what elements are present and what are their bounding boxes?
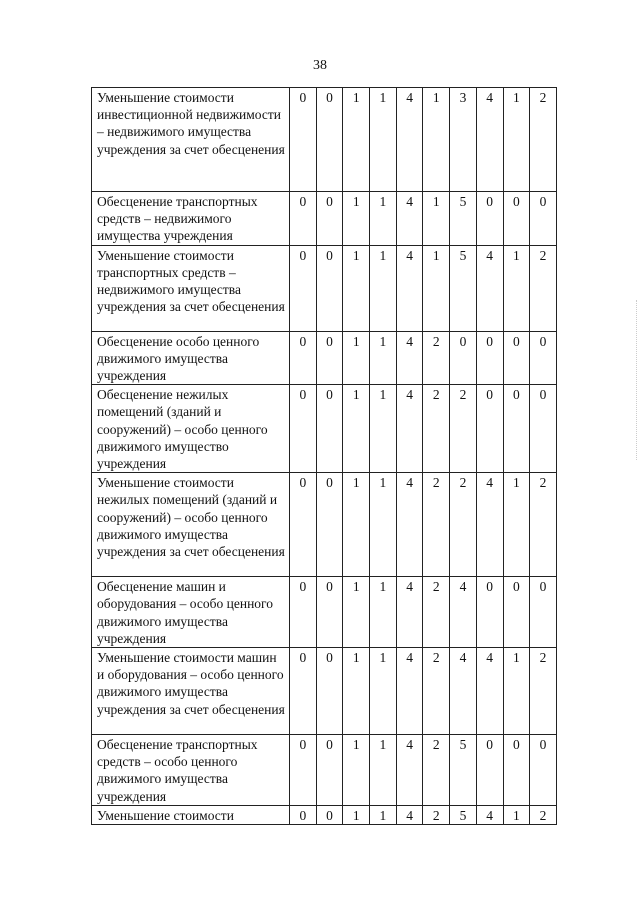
code-digit-3: 1 bbox=[343, 473, 370, 577]
code-digit-6: 2 bbox=[423, 805, 450, 824]
code-digit-7: 3 bbox=[450, 88, 477, 192]
code-digit-7: 5 bbox=[450, 805, 477, 824]
code-digit-3: 1 bbox=[343, 245, 370, 331]
code-digit-4: 1 bbox=[370, 473, 397, 577]
code-digit-10: 2 bbox=[530, 805, 557, 824]
row-description: Обесценение машин и оборудования – особо ценного движимого имущества учреждения bbox=[92, 577, 290, 648]
margin-mark bbox=[636, 300, 638, 460]
code-digit-5: 4 bbox=[396, 805, 423, 824]
code-digit-4: 1 bbox=[370, 245, 397, 331]
table-row bbox=[92, 648, 557, 735]
code-digit-9: 1 bbox=[503, 805, 530, 824]
code-digit-7: 2 bbox=[450, 385, 477, 473]
code-digit-8: 0 bbox=[476, 577, 503, 648]
code-digit-8: 4 bbox=[476, 805, 503, 824]
row-description: Обесценение нежилых помещений (зданий и сооружений) – особо ценного движимого имущество учреждения bbox=[92, 385, 290, 473]
code-digit-8: 4 bbox=[476, 473, 503, 577]
code-digit-1: 0 bbox=[290, 192, 317, 246]
code-digit-8: 0 bbox=[476, 385, 503, 473]
row-description: Обесценение особо ценного движимого имущества учреждения bbox=[92, 331, 290, 385]
code-digit-5: 4 bbox=[396, 192, 423, 246]
table-row bbox=[92, 192, 557, 246]
code-digit-9: 0 bbox=[503, 385, 530, 473]
code-digit-10: 2 bbox=[530, 245, 557, 331]
code-digit-2: 0 bbox=[316, 805, 343, 824]
table-row bbox=[92, 245, 557, 331]
code-digit-9: 0 bbox=[503, 192, 530, 246]
code-digit-8: 4 bbox=[476, 648, 503, 735]
code-digit-3: 1 bbox=[343, 385, 370, 473]
code-digit-3: 1 bbox=[343, 805, 370, 824]
code-digit-10: 2 bbox=[530, 648, 557, 735]
code-digit-9: 1 bbox=[503, 245, 530, 331]
code-digit-9: 1 bbox=[503, 88, 530, 192]
table-row bbox=[92, 805, 557, 824]
code-digit-9: 0 bbox=[503, 331, 530, 385]
code-digit-2: 0 bbox=[316, 385, 343, 473]
code-digit-8: 4 bbox=[476, 88, 503, 192]
code-digit-5: 4 bbox=[396, 385, 423, 473]
code-digit-5: 4 bbox=[396, 577, 423, 648]
code-digit-5: 4 bbox=[396, 245, 423, 331]
code-digit-4: 1 bbox=[370, 331, 397, 385]
table-row bbox=[92, 473, 557, 577]
code-digit-6: 2 bbox=[423, 331, 450, 385]
code-digit-8: 0 bbox=[476, 331, 503, 385]
code-digit-8: 4 bbox=[476, 245, 503, 331]
code-digit-6: 2 bbox=[423, 385, 450, 473]
table-row bbox=[92, 735, 557, 806]
table-row bbox=[92, 385, 557, 473]
code-digit-2: 0 bbox=[316, 648, 343, 735]
code-digit-1: 0 bbox=[290, 735, 317, 806]
code-digit-4: 1 bbox=[370, 577, 397, 648]
row-description: Обесценение транспортных средств – недвижимого имущества учреждения bbox=[92, 192, 290, 246]
code-digit-5: 4 bbox=[396, 648, 423, 735]
row-description: Уменьшение стоимости машин и оборудования – особо ценного движимого имущества учреждения за счет обесценения bbox=[92, 648, 290, 735]
row-description: Уменьшение стоимости нежилых помещений (зданий и сооружений) – особо ценного движимого имущества учреждения за счет обесценения bbox=[92, 473, 290, 577]
code-digit-5: 4 bbox=[396, 331, 423, 385]
table-body bbox=[92, 88, 557, 825]
table-row bbox=[92, 331, 557, 385]
row-description: Обесценение транспортных средств – особо ценного движимого имущества учреждения bbox=[92, 735, 290, 806]
code-digit-5: 4 bbox=[396, 735, 423, 806]
code-digit-1: 0 bbox=[290, 385, 317, 473]
code-digit-10: 0 bbox=[530, 577, 557, 648]
row-description: Уменьшение стоимости bbox=[92, 805, 290, 824]
code-digit-6: 1 bbox=[423, 88, 450, 192]
code-digit-3: 1 bbox=[343, 648, 370, 735]
code-digit-4: 1 bbox=[370, 735, 397, 806]
code-digit-7: 4 bbox=[450, 648, 477, 735]
code-digit-7: 0 bbox=[450, 331, 477, 385]
code-digit-10: 2 bbox=[530, 88, 557, 192]
code-digit-7: 5 bbox=[450, 192, 477, 246]
code-digit-10: 0 bbox=[530, 385, 557, 473]
table-row bbox=[92, 88, 557, 192]
code-digit-2: 0 bbox=[316, 735, 343, 806]
code-digit-9: 1 bbox=[503, 473, 530, 577]
code-digit-10: 0 bbox=[530, 192, 557, 246]
row-description: Уменьшение стоимости транспортных средств – недвижимого имущества учреждения за счет обесценения bbox=[92, 245, 290, 331]
code-digit-3: 1 bbox=[343, 88, 370, 192]
row-description: Уменьшение стоимости инвестиционной недвижимости – недвижимого имущества учреждения за счет обесценения bbox=[92, 88, 290, 192]
code-digit-1: 0 bbox=[290, 473, 317, 577]
code-digit-10: 2 bbox=[530, 473, 557, 577]
code-digit-9: 0 bbox=[503, 577, 530, 648]
code-digit-9: 1 bbox=[503, 648, 530, 735]
code-digit-8: 0 bbox=[476, 192, 503, 246]
code-digit-2: 0 bbox=[316, 331, 343, 385]
code-digit-6: 2 bbox=[423, 577, 450, 648]
code-digit-9: 0 bbox=[503, 735, 530, 806]
code-digit-6: 2 bbox=[423, 735, 450, 806]
code-digit-6: 2 bbox=[423, 473, 450, 577]
code-digit-1: 0 bbox=[290, 805, 317, 824]
code-digit-10: 0 bbox=[530, 735, 557, 806]
code-digit-3: 1 bbox=[343, 577, 370, 648]
code-digit-7: 4 bbox=[450, 577, 477, 648]
code-digit-2: 0 bbox=[316, 577, 343, 648]
account-codes-table bbox=[91, 87, 557, 825]
table-row bbox=[92, 577, 557, 648]
code-digit-2: 0 bbox=[316, 473, 343, 577]
code-digit-4: 1 bbox=[370, 88, 397, 192]
code-digit-4: 1 bbox=[370, 648, 397, 735]
code-digit-1: 0 bbox=[290, 648, 317, 735]
code-digit-1: 0 bbox=[290, 577, 317, 648]
code-digit-2: 0 bbox=[316, 245, 343, 331]
code-digit-7: 5 bbox=[450, 245, 477, 331]
code-digit-7: 2 bbox=[450, 473, 477, 577]
code-digit-3: 1 bbox=[343, 331, 370, 385]
code-digit-6: 1 bbox=[423, 192, 450, 246]
code-digit-1: 0 bbox=[290, 88, 317, 192]
code-digit-10: 0 bbox=[530, 331, 557, 385]
code-digit-3: 1 bbox=[343, 192, 370, 246]
code-digit-3: 1 bbox=[343, 735, 370, 806]
code-digit-8: 0 bbox=[476, 735, 503, 806]
page-number: 38 bbox=[313, 58, 327, 73]
code-digit-1: 0 bbox=[290, 245, 317, 331]
code-digit-5: 4 bbox=[396, 88, 423, 192]
code-digit-4: 1 bbox=[370, 805, 397, 824]
code-digit-7: 5 bbox=[450, 735, 477, 806]
code-digit-6: 2 bbox=[423, 648, 450, 735]
code-digit-4: 1 bbox=[370, 192, 397, 246]
code-digit-6: 1 bbox=[423, 245, 450, 331]
code-digit-5: 4 bbox=[396, 473, 423, 577]
code-digit-4: 1 bbox=[370, 385, 397, 473]
code-digit-1: 0 bbox=[290, 331, 317, 385]
code-digit-2: 0 bbox=[316, 192, 343, 246]
code-digit-2: 0 bbox=[316, 88, 343, 192]
